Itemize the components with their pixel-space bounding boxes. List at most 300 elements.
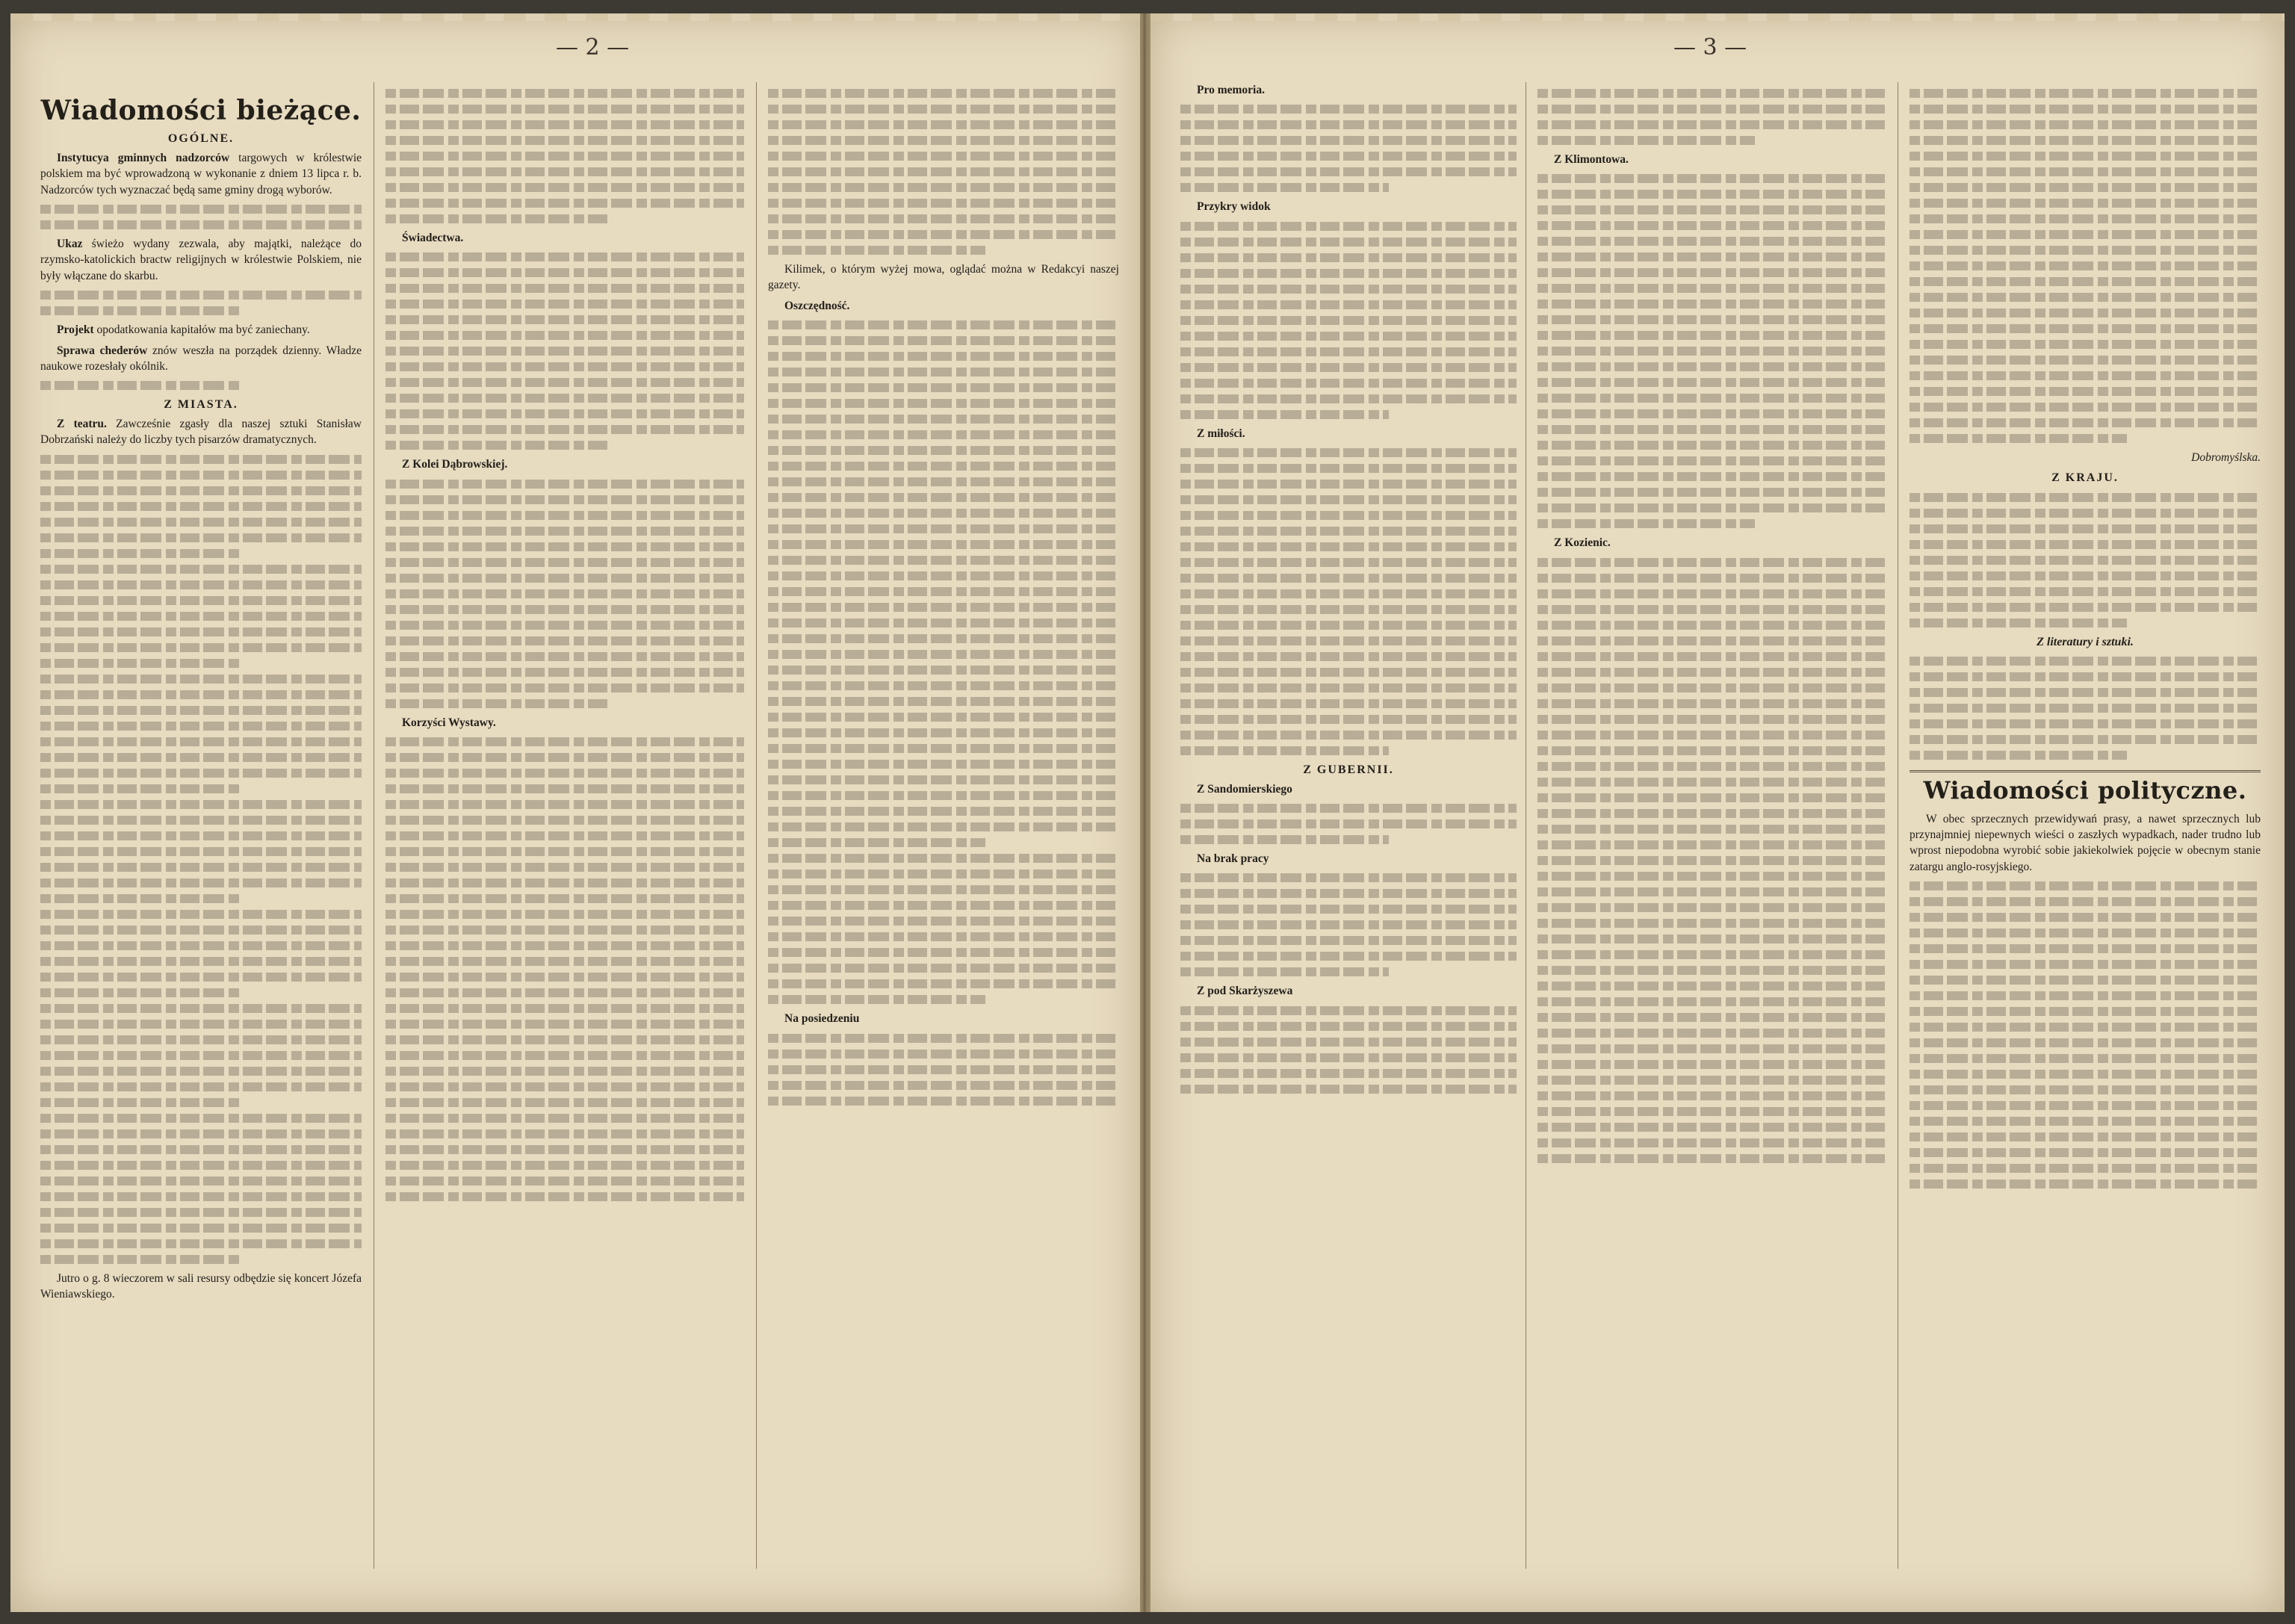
text-block <box>385 362 744 371</box>
text-block <box>1537 503 1889 512</box>
text-block <box>768 477 1119 486</box>
text-block <box>1180 347 1517 356</box>
text-block <box>1910 356 2261 365</box>
text-block <box>1910 309 2261 317</box>
text-block <box>1180 605 1517 614</box>
text-block <box>768 713 1119 722</box>
text-block <box>1180 1085 1517 1094</box>
text-block <box>1180 967 1389 976</box>
text-block <box>1537 1091 1889 1100</box>
text-block <box>768 697 1119 706</box>
text-block <box>1910 751 2127 760</box>
text-block <box>768 634 1119 643</box>
news-item: Przykry widok <box>1197 200 1271 214</box>
text-block <box>1537 982 1889 991</box>
text-block <box>1180 1022 1517 1031</box>
text-block <box>768 603 1119 612</box>
text-block <box>1537 409 1889 418</box>
news-item: Korzyści Wystawy. <box>402 716 496 729</box>
text-block <box>768 183 1119 192</box>
text-block <box>40 831 362 840</box>
text-block <box>40 1082 362 1091</box>
text-block <box>1180 936 1517 945</box>
page-edge <box>1150 13 2285 21</box>
text-block <box>385 737 744 746</box>
text-block <box>40 1020 362 1029</box>
text-block <box>1180 222 1517 231</box>
text-block <box>768 320 1119 329</box>
text-block <box>1537 268 1889 277</box>
text-block <box>1537 966 1889 975</box>
text-block <box>40 565 362 574</box>
text-block <box>768 760 1119 769</box>
right-column-1 <box>1180 82 1517 1584</box>
text-block <box>768 744 1119 753</box>
text-block <box>1180 1053 1517 1062</box>
text-block <box>1537 872 1889 881</box>
text-block <box>40 722 362 731</box>
text-block <box>1910 261 2261 270</box>
text-block <box>385 152 744 161</box>
text-block <box>1180 394 1517 403</box>
page-edge <box>10 13 1140 21</box>
literatury-heading: Z literatury i sztuki. <box>2037 635 2134 648</box>
text-block <box>40 863 362 872</box>
text-block <box>1180 731 1517 740</box>
text-block <box>1180 527 1517 536</box>
text-block <box>1180 238 1517 247</box>
text-block <box>1180 183 1389 192</box>
text-block <box>1537 1060 1889 1069</box>
text-block <box>385 214 608 223</box>
text-block <box>1910 587 2261 596</box>
text-block <box>1180 332 1517 341</box>
text-block <box>1537 809 1889 818</box>
text-block <box>385 878 744 887</box>
text-block <box>1180 269 1517 278</box>
text-block <box>1537 793 1889 802</box>
text-block <box>1910 120 2261 129</box>
text-block <box>40 486 362 495</box>
text-block <box>385 699 608 708</box>
text-block <box>1910 1101 2261 1110</box>
text-block <box>40 1208 362 1217</box>
text-block <box>1180 746 1389 755</box>
text-block <box>40 502 362 511</box>
text-block <box>40 878 362 887</box>
text-block <box>768 524 1119 533</box>
text-block <box>1910 524 2261 533</box>
text-block <box>1180 167 1517 176</box>
text-block <box>40 1161 362 1170</box>
text-block <box>1910 1038 2261 1047</box>
text-block <box>40 1035 362 1044</box>
text-block <box>1180 379 1517 388</box>
text-block <box>40 737 362 746</box>
text-block <box>768 368 1119 376</box>
text-block <box>40 471 362 480</box>
text-block <box>40 941 362 950</box>
text-block <box>40 706 362 715</box>
text-block <box>768 1065 1119 1074</box>
text-block <box>1537 1154 1889 1163</box>
text-block <box>1910 672 2261 681</box>
news-item: Świadectwa. <box>402 232 464 244</box>
text-block <box>768 775 1119 784</box>
text-block <box>768 666 1119 675</box>
text-block <box>385 120 744 129</box>
text-block <box>1180 410 1389 419</box>
news-item: Na posiedzeniu <box>784 1012 860 1026</box>
text-block <box>40 784 240 793</box>
text-block <box>385 409 744 418</box>
text-block <box>40 549 240 558</box>
text-block <box>1537 120 1889 129</box>
text-block <box>1910 340 2261 349</box>
ogolne-heading: OGÓLNE. <box>167 132 235 146</box>
text-block <box>40 957 362 966</box>
text-block <box>40 627 362 636</box>
text-block <box>385 753 744 762</box>
text-block <box>768 230 1119 239</box>
text-block <box>1537 574 1889 583</box>
text-block <box>385 668 744 677</box>
text-block <box>1537 136 1755 145</box>
text-block <box>385 527 744 536</box>
text-block <box>1910 1132 2261 1141</box>
text-block <box>1537 205 1889 214</box>
news-item: Z Kolei Dąbrowskiej. <box>402 458 508 471</box>
text-block <box>1537 621 1889 630</box>
text-block <box>385 894 744 903</box>
text-block <box>1180 574 1517 583</box>
text-block <box>1180 819 1517 828</box>
text-block <box>1910 944 2261 953</box>
text-block <box>385 183 744 192</box>
text-block <box>1910 1164 2261 1173</box>
kraju-heading: Z KRAJU. <box>2051 471 2119 485</box>
text-block <box>40 894 240 903</box>
text-block <box>1910 881 2261 890</box>
page-number-left: — 2 — <box>556 34 630 61</box>
text-block <box>385 621 744 630</box>
text-block <box>1910 136 2261 145</box>
text-block <box>1180 316 1517 325</box>
text-block <box>1537 684 1889 692</box>
text-block <box>768 446 1119 455</box>
text-block <box>40 1098 240 1107</box>
text-block <box>40 769 362 778</box>
text-block <box>1910 277 2261 286</box>
left-column-2 <box>385 82 744 1584</box>
text-block <box>1537 362 1889 371</box>
text-block <box>1910 1180 2261 1188</box>
news-item: Sprawa chederów znów weszła na porządek dzienny. Władze naukowe rozesłały okólnik. <box>40 344 362 374</box>
text-block <box>1537 105 1889 114</box>
news-item: Oszczędność. <box>784 299 850 312</box>
text-block <box>1537 856 1889 865</box>
text-block <box>1537 731 1889 740</box>
text-block <box>385 425 744 434</box>
text-block <box>40 1067 362 1076</box>
text-block <box>768 152 1119 161</box>
text-block <box>385 105 744 114</box>
news-item: W obec sprzecznych przewidywań prasy, a nawet sprzecznych lub przynajmniej niepewnych wieści o zaszłych wypadkach, nader trudno lub wprost niepodobna wyrobić sobie jakiekolwiek pojęcie w obecnym stanie zatargu anglo-rosyjskiego. <box>1910 812 2261 873</box>
text-block <box>1910 913 2261 922</box>
text-block <box>768 493 1119 502</box>
text-block <box>1537 1123 1889 1132</box>
text-block <box>40 675 362 684</box>
news-item: Z pod Skarżyszewa <box>1197 985 1293 998</box>
text-block <box>40 205 362 214</box>
left-column-3 <box>768 82 1119 1584</box>
text-block <box>768 681 1119 690</box>
text-block <box>385 199 744 208</box>
gubernii-heading: Z GUBERNII. <box>1303 763 1394 777</box>
text-block <box>768 246 985 255</box>
text-block <box>1537 174 1889 183</box>
text-block <box>768 383 1119 392</box>
news-item: Z Klimontowa. <box>1554 153 1629 166</box>
text-block <box>768 948 1119 957</box>
text-block <box>1537 1138 1889 1147</box>
text-block <box>1910 897 2261 906</box>
text-block <box>1910 509 2261 518</box>
text-block <box>385 136 744 145</box>
text-block <box>40 1004 362 1013</box>
text-block <box>385 1161 744 1170</box>
text-block <box>1537 668 1889 677</box>
text-block <box>1537 1029 1889 1038</box>
text-block <box>385 910 744 919</box>
text-block <box>1537 1107 1889 1116</box>
text-block <box>1180 652 1517 661</box>
text-block <box>768 917 1119 926</box>
right-column-2 <box>1537 82 1889 1584</box>
text-block <box>768 979 1119 988</box>
text-block <box>1180 136 1517 145</box>
text-block <box>1537 558 1889 567</box>
text-block <box>1910 571 2261 580</box>
news-item: Z miłości. <box>1197 427 1245 440</box>
text-block <box>1537 903 1889 912</box>
text-block <box>1910 418 2261 427</box>
text-block <box>40 690 362 699</box>
text-block <box>40 220 362 229</box>
text-block <box>768 199 1119 208</box>
text-block <box>385 957 744 966</box>
text-block <box>1910 1007 2261 1016</box>
text-block <box>1180 1069 1517 1078</box>
text-block <box>385 941 744 950</box>
text-block <box>1910 976 2261 985</box>
text-block <box>40 455 362 464</box>
text-block <box>40 847 362 856</box>
politics-masthead: Wiadomości polityczne. <box>1923 776 2247 805</box>
text-block <box>1910 1054 2261 1063</box>
text-block <box>1537 652 1889 661</box>
text-block <box>768 901 1119 910</box>
text-block <box>1537 472 1889 481</box>
news-item: Jutro o g. 8 wieczorem w sali resursy odbędzie się koncert Józefa Wieniawskiego. <box>40 1271 362 1301</box>
text-block <box>385 1192 744 1201</box>
left-page <box>10 13 1140 1612</box>
text-block <box>385 167 744 176</box>
text-block <box>1180 589 1517 598</box>
text-block <box>1537 919 1889 928</box>
text-block <box>385 511 744 520</box>
text-block <box>1910 324 2261 333</box>
text-block <box>385 784 744 793</box>
text-block <box>1537 840 1889 849</box>
text-block <box>1537 746 1889 755</box>
text-block <box>40 580 362 589</box>
text-block <box>385 816 744 825</box>
text-block <box>1910 199 2261 208</box>
text-block <box>1537 190 1889 199</box>
text-block <box>768 995 985 1004</box>
text-block <box>1910 246 2261 255</box>
text-block <box>40 612 362 621</box>
text-block <box>1537 699 1889 708</box>
text-block <box>385 1098 744 1107</box>
text-block <box>768 415 1119 424</box>
text-block <box>1537 394 1889 403</box>
text-block <box>768 1050 1119 1059</box>
left-column-1 <box>40 82 362 1584</box>
text-block <box>1910 387 2261 396</box>
text-block <box>1910 991 2261 1000</box>
text-block <box>385 1145 744 1154</box>
text-block <box>385 1004 744 1013</box>
text-block <box>385 394 744 403</box>
text-block <box>1910 1085 2261 1094</box>
text-block <box>1537 252 1889 261</box>
text-block <box>385 1114 744 1123</box>
text-block <box>768 838 985 847</box>
text-block <box>1910 167 2261 176</box>
text-block <box>1910 1117 2261 1126</box>
text-block <box>768 807 1119 816</box>
text-block <box>1910 735 2261 744</box>
text-block <box>1910 183 2261 192</box>
column-rule <box>756 82 757 1569</box>
text-block <box>385 1082 744 1091</box>
text-block <box>40 1224 362 1233</box>
text-block <box>1180 152 1517 161</box>
text-block <box>385 1035 744 1044</box>
text-block <box>1537 1076 1889 1085</box>
text-block <box>40 1145 362 1154</box>
text-block <box>40 988 240 997</box>
text-block <box>768 1034 1119 1043</box>
text-block <box>1537 762 1889 771</box>
text-block <box>768 619 1119 627</box>
text-block <box>1180 715 1517 724</box>
text-block <box>1537 378 1889 387</box>
text-block <box>1910 214 2261 223</box>
text-block <box>385 284 744 293</box>
text-block <box>768 587 1119 596</box>
text-block <box>1180 105 1517 114</box>
text-block <box>1180 511 1517 520</box>
text-block <box>768 650 1119 659</box>
text-block <box>1910 540 2261 549</box>
section-divider <box>1910 770 2261 772</box>
text-block <box>1180 920 1517 929</box>
text-block <box>1180 1038 1517 1047</box>
text-block <box>1910 719 2261 728</box>
text-block <box>768 932 1119 941</box>
news-item: Instytucya gminnych nadzorców targowych w królestwie polskiem ma być wprowadzoną w wykonanie z dniem 13 lipca r. b. Nadzorców tych wyznaczać będą same gminy drogą wyborów. <box>40 151 362 196</box>
text-block <box>40 1114 362 1123</box>
text-block <box>385 831 744 840</box>
text-block <box>1537 347 1889 356</box>
text-block <box>1180 699 1517 708</box>
text-block <box>768 430 1119 439</box>
text-block <box>1910 929 2261 937</box>
text-block <box>385 542 744 551</box>
text-block <box>1910 371 2261 380</box>
text-block <box>1537 950 1889 959</box>
text-block <box>1180 300 1517 309</box>
text-block <box>1910 960 2261 969</box>
text-block <box>40 518 362 527</box>
text-block <box>385 605 744 614</box>
text-block <box>385 589 744 598</box>
text-block <box>1910 434 2127 443</box>
text-block <box>768 728 1119 737</box>
text-block <box>768 336 1119 345</box>
text-block <box>1537 715 1889 724</box>
text-block <box>768 105 1119 114</box>
text-block <box>1537 315 1889 324</box>
text-block <box>1537 456 1889 465</box>
text-block <box>40 1051 362 1060</box>
text-block <box>1537 887 1889 896</box>
text-block <box>385 636 744 645</box>
text-block <box>1180 952 1517 961</box>
news-item: Kilimek, o którym wyżej mowa, oglądać można w Redakcyi naszej gazety. <box>768 263 1119 292</box>
text-block <box>1180 363 1517 372</box>
text-block <box>1537 935 1889 943</box>
text-block <box>385 252 744 261</box>
text-block <box>1537 284 1889 293</box>
text-block <box>768 1097 1119 1106</box>
text-block <box>1910 493 2261 502</box>
text-block <box>385 973 744 982</box>
text-block <box>1180 448 1517 457</box>
text-block <box>385 300 744 309</box>
text-block <box>40 816 362 825</box>
text-block <box>1537 605 1889 614</box>
text-block <box>1180 636 1517 645</box>
text-block <box>1180 804 1517 813</box>
news-item: Pro memoria. <box>1197 84 1265 96</box>
news-item: Ukaz świeżo wydany zezwala, aby majątki, należące do rzymsko-katolickich bractw religijnych w królestwie Polskiem, nie były włączane do skarbu. <box>40 238 362 282</box>
text-block <box>1910 403 2261 412</box>
text-block <box>385 558 744 567</box>
text-block <box>1910 293 2261 302</box>
text-block <box>1180 873 1517 882</box>
text-block <box>1537 221 1889 230</box>
text-block <box>1537 488 1889 497</box>
text-block <box>385 800 744 809</box>
news-item: Z Kozienic. <box>1554 536 1611 550</box>
text-block <box>40 800 362 809</box>
text-block <box>385 926 744 935</box>
text-block <box>385 769 744 778</box>
